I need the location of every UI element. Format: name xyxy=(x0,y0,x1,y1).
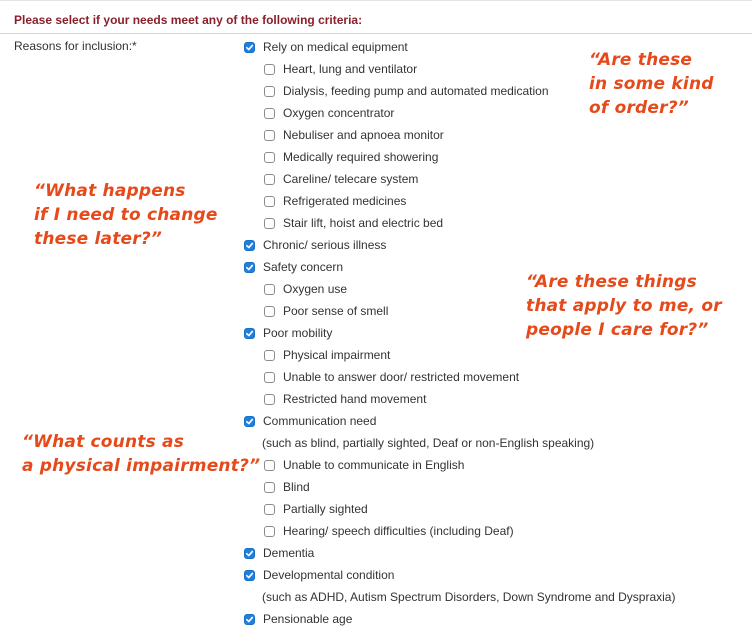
checkbox-label: Medically required showering xyxy=(283,150,439,164)
checkbox-partially-sighted[interactable] xyxy=(264,501,368,517)
checkbox-label: Rely on medical equipment xyxy=(263,40,408,54)
checkbox-unchecked-icon[interactable] xyxy=(264,64,275,75)
annotation-order-question: “Are these in some kind of order?” xyxy=(589,50,714,118)
checkbox-refrigerated-medicines[interactable] xyxy=(264,193,406,209)
checkbox-label: Communication need xyxy=(263,414,377,428)
checkbox-checked-icon[interactable] xyxy=(244,328,255,339)
checkbox-checked-icon[interactable] xyxy=(244,240,255,251)
checkbox-unchecked-icon[interactable] xyxy=(264,526,275,537)
checkbox-blind[interactable] xyxy=(264,479,310,495)
top-border xyxy=(0,0,752,1)
checkbox-label: Unable to answer door/ restricted movement xyxy=(283,370,520,384)
checkbox-label: Pensionable age xyxy=(263,612,353,626)
checkbox-label: Physical impairment xyxy=(283,348,391,362)
checkbox-unchecked-icon[interactable] xyxy=(264,174,275,185)
checkbox-label: Nebuliser and apnoea monitor xyxy=(283,128,444,142)
checkbox-stair-lift-hoist-bed[interactable] xyxy=(264,215,443,231)
checkbox-chronic-serious-illness[interactable] xyxy=(244,237,386,253)
checkbox-restricted-hand-movement[interactable] xyxy=(264,391,426,407)
checkbox-checked-icon[interactable] xyxy=(244,42,255,53)
checkbox-label: Poor sense of smell xyxy=(283,304,389,318)
checkbox-safety-concern[interactable] xyxy=(244,259,343,275)
heading-divider xyxy=(0,33,752,34)
checkbox-checked-icon[interactable] xyxy=(244,548,255,559)
checkbox-dialysis-feeding-pump[interactable] xyxy=(264,83,549,99)
checkbox-label: Stair lift, hoist and electric bed xyxy=(283,216,444,230)
checkbox-label: Oxygen use xyxy=(283,282,348,296)
checkbox-label: Hearing/ speech difficulties (including Deaf) xyxy=(283,524,514,538)
checkbox-unchecked-icon[interactable] xyxy=(264,130,275,141)
checkbox-label: Poor mobility xyxy=(263,326,333,340)
checkbox-unchecked-icon[interactable] xyxy=(264,504,275,515)
checkbox-developmental-condition[interactable] xyxy=(244,567,394,583)
checkbox-unchecked-icon[interactable] xyxy=(264,218,275,229)
checkbox-label: Partially sighted xyxy=(283,502,368,516)
checkbox-label: Restricted hand movement xyxy=(283,392,427,406)
checkbox-pensionable-age[interactable] xyxy=(244,611,352,627)
checkbox-rely-on-medical-equipment[interactable] xyxy=(244,39,408,55)
checkbox-unchecked-icon[interactable] xyxy=(264,306,275,317)
annotation-who-applies-question: “Are these things that apply to me, or people I care for?” xyxy=(526,272,722,340)
checkbox-dementia[interactable] xyxy=(244,545,314,561)
checkbox-label: Chronic/ serious illness xyxy=(263,238,387,252)
checkbox-label: Refrigerated medicines xyxy=(283,194,407,208)
checkbox-checked-icon[interactable] xyxy=(244,614,255,625)
checkbox-oxygen-use[interactable] xyxy=(264,281,347,297)
checkbox-careline-telecare[interactable] xyxy=(264,171,418,187)
checkbox-communication-need[interactable] xyxy=(244,413,376,429)
checkbox-unchecked-icon[interactable] xyxy=(264,86,275,97)
checkbox-label: Blind xyxy=(283,480,310,494)
annotation-change-later-question: “What happens if I need to change these later?” xyxy=(34,181,218,249)
criteria-heading: Please select if your needs meet any of the following criteria: xyxy=(14,13,363,27)
communication-need-note: (such as blind, partially sighted, Deaf or non-English speaking) xyxy=(262,436,595,450)
checkbox-oxygen-concentrator[interactable] xyxy=(264,105,394,121)
checkbox-checked-icon[interactable] xyxy=(244,262,255,273)
checkbox-unchecked-icon[interactable] xyxy=(264,108,275,119)
checkbox-label: Developmental condition xyxy=(263,568,395,582)
checkbox-unchecked-icon[interactable] xyxy=(264,372,275,383)
checkbox-nebuliser-apnoea-monitor[interactable] xyxy=(264,127,444,143)
checkbox-checked-icon[interactable] xyxy=(244,416,255,427)
checkbox-hearing-speech-difficulties[interactable] xyxy=(264,523,514,539)
checkbox-physical-impairment[interactable] xyxy=(264,347,390,363)
checkbox-unchecked-icon[interactable] xyxy=(264,460,275,471)
checkbox-label: Safety concern xyxy=(263,260,344,274)
checkbox-unchecked-icon[interactable] xyxy=(264,482,275,493)
checkbox-unchecked-icon[interactable] xyxy=(264,152,275,163)
checkbox-unchecked-icon[interactable] xyxy=(264,196,275,207)
checkbox-unchecked-icon[interactable] xyxy=(264,350,275,361)
checkbox-label: Unable to communicate in English xyxy=(283,458,465,472)
checkbox-unable-to-answer-door[interactable] xyxy=(264,369,519,385)
checkbox-poor-sense-of-smell[interactable] xyxy=(264,303,388,319)
checkbox-label: Dementia xyxy=(263,546,315,560)
developmental-condition-note: (such as ADHD, Autism Spectrum Disorders, Down Syndrome and Dyspraxia) xyxy=(262,590,676,604)
checkbox-unchecked-icon[interactable] xyxy=(264,394,275,405)
checkbox-label: Heart, lung and ventilator xyxy=(283,62,418,76)
checkbox-checked-icon[interactable] xyxy=(244,570,255,581)
checkbox-unable-to-communicate-english[interactable] xyxy=(264,457,464,473)
checkbox-unchecked-icon[interactable] xyxy=(264,284,275,295)
checkbox-heart-lung-ventilator[interactable] xyxy=(264,61,417,77)
checkbox-poor-mobility[interactable] xyxy=(244,325,332,341)
checkbox-label: Oxygen concentrator xyxy=(283,106,395,120)
checkbox-label: Dialysis, feeding pump and automated medication xyxy=(283,84,549,98)
checkbox-medically-required-showering[interactable] xyxy=(264,149,438,165)
annotation-physical-impairment-question: “What counts as a physical impairment?” xyxy=(22,432,261,476)
reasons-for-inclusion-label: Reasons for inclusion:* xyxy=(14,39,137,53)
checkbox-label: Careline/ telecare system xyxy=(283,172,419,186)
